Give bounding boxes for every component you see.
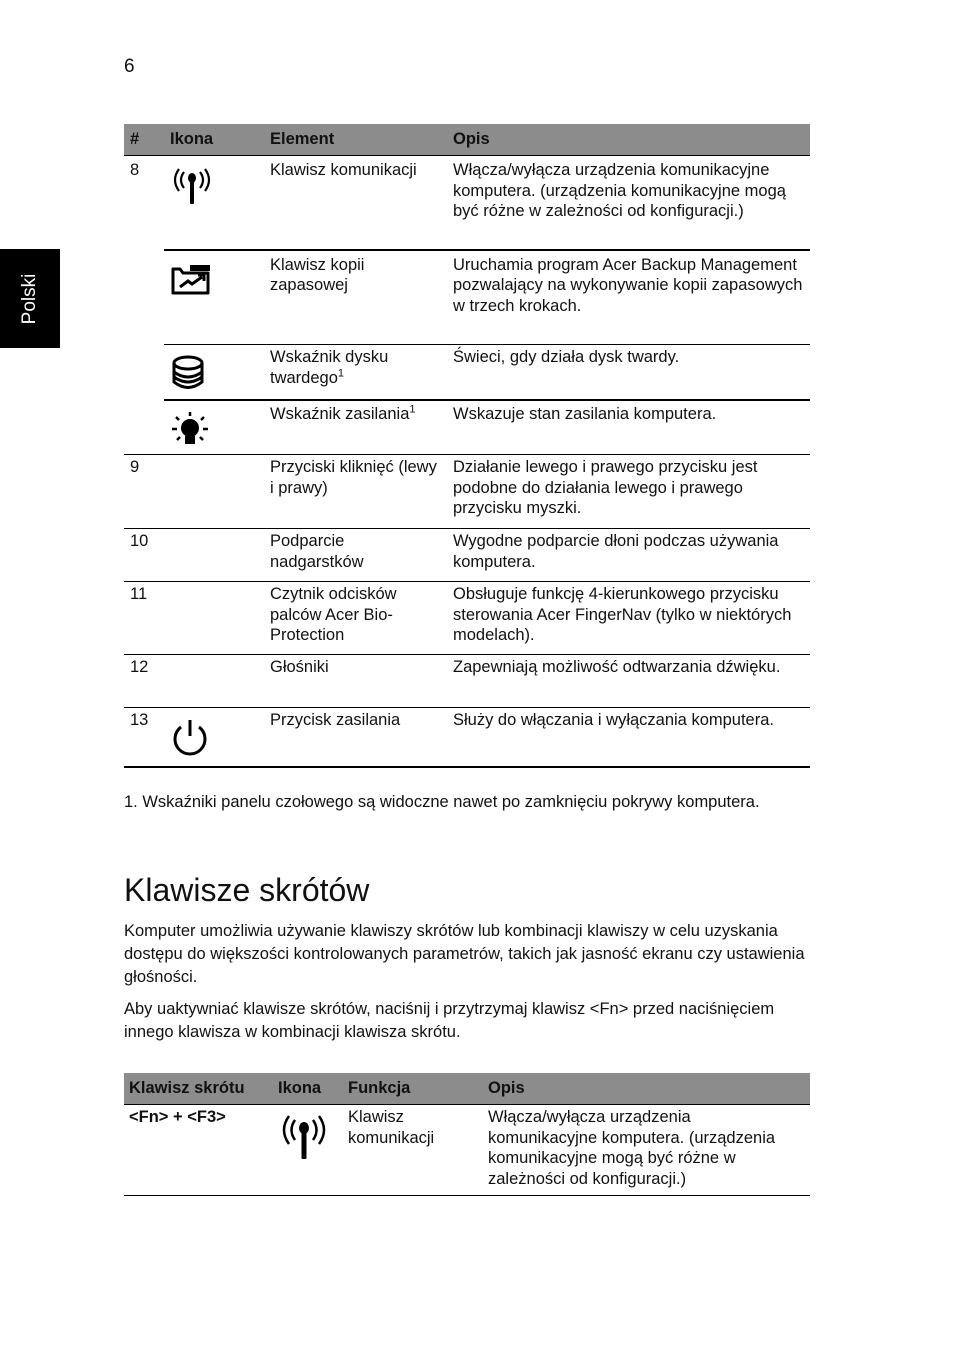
element-description: Zapewniają możliwość odtwarzania dźwięku. xyxy=(447,655,810,708)
element-name: Czytnik odcisków palców Acer Bio-Protection xyxy=(264,582,447,655)
element-name: Klawisz kopii zapasowej xyxy=(264,250,447,345)
page-number: 6 xyxy=(124,56,135,77)
element-name xyxy=(264,400,447,455)
header-icon: Ikona xyxy=(272,1073,342,1105)
icon-cell xyxy=(164,250,264,345)
icon-cell xyxy=(272,1105,342,1196)
icon-cell xyxy=(164,345,264,400)
wireless-icon xyxy=(170,166,258,206)
icon-cell xyxy=(164,455,264,529)
function-description: Włącza/wyłącza urządzenia komunikacyjne komputera. (urządzenia komunikacyjne mogą być różne w zależności od konfiguracji.) xyxy=(482,1105,810,1196)
paragraph: Aby uaktywniać klawisze skrótów, naciśnij i przytrzymaj klawisz <Fn> przed naciśnięciem innego klawisza w kombinacji klawisza skrótu. xyxy=(124,1000,775,1041)
row-number: 13 xyxy=(124,708,164,767)
backup-icon xyxy=(170,263,258,297)
function-name: Klawisz komunikacji xyxy=(342,1105,482,1196)
element-name: Głośniki xyxy=(264,655,447,708)
header-function: Funkcja xyxy=(342,1073,482,1105)
icon-cell xyxy=(164,156,264,250)
header-description: Opis xyxy=(482,1073,810,1105)
table-row xyxy=(124,455,810,529)
table-header-row xyxy=(124,1073,810,1105)
power-button-icon xyxy=(170,718,258,756)
table-row xyxy=(124,655,810,708)
element-name: Przycisk zasilania xyxy=(264,708,447,767)
components-table xyxy=(124,124,810,768)
element-name: Klawisz komunikacji xyxy=(270,161,417,179)
table-header-row xyxy=(124,124,810,156)
row-number: 11 xyxy=(124,582,164,655)
table-row xyxy=(124,400,810,455)
section-title: Klawisze skrótów xyxy=(124,872,370,908)
element-name-text: Wskaźnik zasilania xyxy=(270,404,410,423)
element-description: Włącza/wyłącza urządzenia komunikacyjne komputera. (urządzenia komunikacyjne mogą być różne w zależności od konfiguracji.) xyxy=(453,161,786,220)
footnote-marker: 1 xyxy=(337,367,345,379)
element-description: Obsługuje funkcję 4-kierunkowego przycisku sterowania Acer FingerNav (tylko w niektórych modelach). xyxy=(447,582,810,655)
hotkeys-table xyxy=(124,1073,810,1196)
icon-cell xyxy=(164,708,264,767)
icon-cell xyxy=(164,400,264,455)
power-indicator-icon xyxy=(170,411,258,447)
icon-cell xyxy=(164,582,264,655)
element-description: Działanie lewego i prawego przycisku jest podobne do działania lewego i prawego przycisku myszki. xyxy=(447,455,810,529)
row-number: 10 xyxy=(124,529,164,582)
wireless-icon xyxy=(278,1113,336,1161)
header-number: # xyxy=(124,124,164,156)
element-name: Przyciski kliknięć (lewy i prawy) xyxy=(264,455,447,529)
hotkey-combo: <Fn> + <F3> xyxy=(124,1105,272,1196)
element-description: Wygodne podparcie dłoni podczas używania komputera. xyxy=(447,529,810,582)
element-description: Uruchamia program Acer Backup Management pozwalający na wykonywanie kopii zapasowych w trzech krokach. xyxy=(447,250,810,345)
element-description: Służy do włączania i wyłączania komputera. xyxy=(447,708,810,767)
language-tab xyxy=(0,249,60,348)
table-row xyxy=(124,708,810,767)
header-description: Opis xyxy=(447,124,810,156)
table-row xyxy=(124,529,810,582)
table-row xyxy=(124,1105,810,1196)
footnote: 1. Wskaźniki panelu czołowego są widoczne nawet po zamknięciu pokrywy komputera. xyxy=(124,793,760,811)
hdd-icon xyxy=(170,355,258,391)
row-number: 8 xyxy=(130,161,140,179)
element-name: Podparcie nadgarstków xyxy=(264,529,447,582)
header-element: Element xyxy=(264,124,447,156)
table-row xyxy=(124,250,810,345)
element-description: Świeci, gdy działa dysk twardy. xyxy=(447,345,810,400)
element-name xyxy=(264,345,447,400)
element-name-text: Wskaźnik dysku twardego xyxy=(270,348,389,387)
footnote-marker: 1 xyxy=(409,403,416,415)
icon-cell xyxy=(164,655,264,708)
table-row xyxy=(124,156,810,250)
row-number: 9 xyxy=(124,455,164,529)
language-tab-label: Polski xyxy=(19,273,40,324)
table-row xyxy=(124,582,810,655)
header-icon: Ikona xyxy=(164,124,264,156)
table-row xyxy=(124,345,810,400)
header-hotkey: Klawisz skrótu xyxy=(124,1073,272,1105)
icon-cell xyxy=(164,529,264,582)
row-number: 12 xyxy=(124,655,164,708)
element-description: Wskazuje stan zasilania komputera. xyxy=(447,400,810,455)
paragraph: Komputer umożliwia używanie klawiszy skrótów lub kombinacji klawiszy w celu uzyskania dostępu do większości kontrolowanych parametrów, takich jak jasność ekranu czy ustawienia głośności. xyxy=(124,922,805,986)
